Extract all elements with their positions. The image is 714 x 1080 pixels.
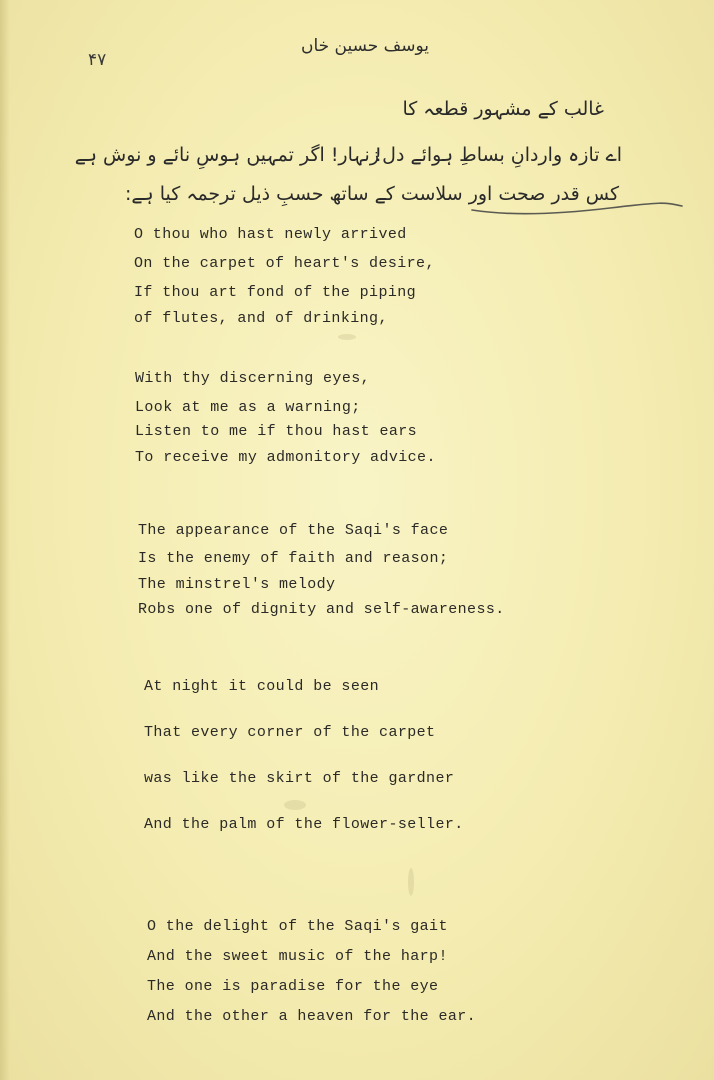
verse-line: With thy discerning eyes, [135,370,371,387]
urdu-verse-second-hemistich: زنہار! اگر تمہیں ہوسِ نائے و نوش ہے [74,144,379,166]
paper-smudge [338,334,356,340]
verse-line: O thou who hast newly arrived [134,226,407,243]
paper-smudge [284,800,306,810]
verse-line: That every corner of the carpet [144,724,436,741]
running-head-author: یوسف حسین خاں [300,36,430,56]
verse-line: At night it could be seen [144,678,380,695]
urdu-heading-line: غالب کے مشہور قطعہ کا [402,98,604,120]
verse-line: O the delight of the Saqi's gait [147,918,448,935]
verse-line: was like the skirt of the gardner [144,770,455,787]
verse-line: Robs one of dignity and self-awareness. [138,601,505,618]
urdu-intro-line: کس قدر صحت اور سلاست کے ساتھ حسبِ ذیل ترجمہ کیا ہے: [125,183,619,205]
verse-line: And the other a heaven for the ear. [147,1008,477,1025]
urdu-verse-first-hemistich: اے تازہ واردانِ بساطِ ہوائے دل! [374,144,622,166]
handwritten-underline-mark [470,198,685,218]
page-number: ۴۷ [88,50,107,70]
verse-line: The one is paradise for the eye [147,978,439,995]
page-edge-shadow [0,0,10,1080]
paper-smudge [408,868,414,896]
verse-line: To receive my admonitory advice. [135,449,436,466]
verse-line: The minstrel's melody [138,576,336,593]
verse-line: of flutes, and of drinking, [134,310,388,327]
verse-line: And the sweet music of the harp! [147,948,448,965]
verse-line: The appearance of the Saqi's face [138,522,449,539]
verse-line: If thou art fond of the piping [134,284,417,301]
verse-line: Look at me as a warning; [135,399,361,416]
verse-line: Listen to me if thou hast ears [135,423,418,440]
verse-line: On the carpet of heart's desire, [134,255,435,272]
verse-line: And the palm of the flower-seller. [144,816,464,833]
verse-line: Is the enemy of faith and reason; [138,550,449,567]
